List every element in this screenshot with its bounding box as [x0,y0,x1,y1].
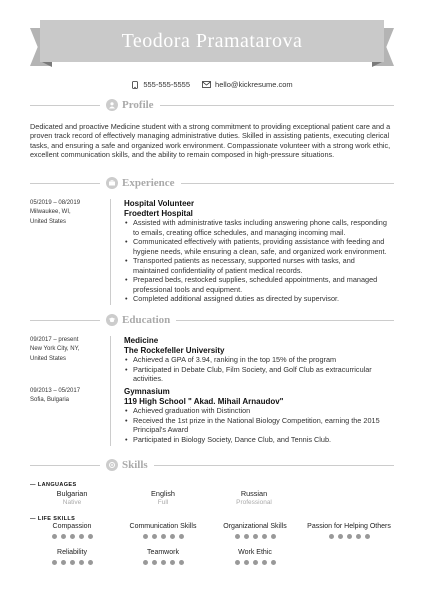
name-ribbon [30,20,394,66]
language-item [123,489,203,506]
rating-dot [152,560,157,565]
entry-dates: 09/2017 – present [30,337,79,343]
skill-name: Work Ethic [238,549,272,556]
entry-dates: 05/2019 – 08/2019 [30,200,81,206]
section-title-profile: Profile [122,99,154,111]
list-item: • Assisted with administrative tasks including answering phone calls, responding to emails, creating office schedules, and managing incoming mail. [124,218,392,237]
rating-dot [152,534,157,539]
section-title-skills: Skills [122,459,148,471]
languages-label: — LANGUAGES [30,482,77,488]
language-level: Full [157,499,169,506]
language-name: Bulgarian [56,489,88,498]
skill-name: Reliability [57,549,87,556]
education-section-header [30,313,394,327]
list-item: • Achieved graduation with Distinction [124,406,392,415]
entry-country: United States [30,218,67,225]
entry-organization: Froedtert Hospital [124,208,193,218]
language-name: English [151,489,175,498]
skill-item [210,549,300,565]
skill-item [27,523,117,539]
rating-dot [356,534,361,539]
rating-dot [161,560,166,565]
profile-summary: Dedicated and proactive Medicine student with a strong commitment to providing exceptional patient care and a proven track record of effectively managing administrative duties. Skilled in assisting patients, executing clerical tasks, and ensuring a safe and organized work environment. Compassionate volunteer with a strong work ethic, excellent communication skills, and the ability to remain composed in high-pressure situations. [30,122,391,160]
entry-title: Hospital Volunteer [124,199,195,208]
rating-dot [244,534,249,539]
entry-organization: 119 High School " Akad. Mihail Arnaudov" [124,396,284,406]
rating-dot [253,534,258,539]
entry-country: United States [30,355,67,362]
rating-dot [79,560,84,565]
entry-organization: The Rockefeller University [124,345,225,355]
skill-rating [118,560,208,565]
life-skills-label: — LIFE SKILLS [30,516,76,522]
rating-dot [61,560,66,565]
envelope-icon [202,81,211,88]
language-item [214,489,294,506]
rating-dot [88,560,93,565]
list-item: • Prepared beds, restocked supplies, scheduled appointments, and managed professional tools and equipment. [124,275,392,294]
skill-rating [210,534,300,539]
entry-meta [30,199,110,227]
rating-dot [338,534,343,539]
list-item: • Communicated effectively with patients, providing assistance with feeding and hygiene needs, while ensuring a clean, safe, and organized work environment. [124,237,392,256]
rating-dot [329,534,334,539]
list-item: • Received the 1st prize in the National Biology Competition, earning the 2015 Principal's Award [124,416,392,435]
language-level: Native [62,499,82,506]
phone-contact[interactable] [131,80,190,89]
skills-section-header [30,458,394,472]
language-level: Professional [236,499,272,506]
list-item: • Participated in Biology Society, Dance Club, and Tennis Club. [124,435,392,444]
skill-name: Compassion [52,523,92,530]
skill-rating [27,560,117,565]
rating-dot [70,534,75,539]
skill-name: Teamwork [147,549,179,556]
section-title-education: Education [122,314,171,326]
candidate-name: Teodora Pramatarova [121,29,303,52]
phone-icon [131,81,139,89]
profile-section-header [30,98,394,112]
rating-dot [161,534,166,539]
timeline-divider [110,336,111,446]
ribbon-band [40,20,384,62]
entry-dates: 09/2013 – 05/2017 [30,388,81,394]
entry-title: Gymnasium [124,387,170,396]
rating-dot [235,534,240,539]
rating-dot [179,534,184,539]
rating-dot [244,560,249,565]
rating-dot [52,560,57,565]
rating-dot [179,560,184,565]
rating-dot [88,534,93,539]
rating-dot [143,560,148,565]
skills-icon [106,459,118,471]
rating-dot [271,560,276,565]
skill-rating [300,534,398,539]
entry-location: Sofia, Bulgaria [30,397,70,404]
rating-dot [262,560,267,565]
rating-dot [61,534,66,539]
rating-dot [253,560,258,565]
skill-item [118,523,208,539]
user-icon [106,99,118,111]
timeline-divider [110,199,111,305]
entry-location: New York City, NY, [30,346,80,353]
language-name: Russian [240,489,268,498]
rating-dot [235,560,240,565]
skill-rating [27,534,117,539]
contact-bar [0,80,424,89]
email-contact[interactable] [202,80,293,89]
rating-dot [170,534,175,539]
skill-name: Communication Skills [129,523,197,530]
skill-name: Organizational Skills [223,523,287,530]
list-item: • Transported patients as necessary, supported nurses with tasks, and maintained confidentiality of patient medical records. [124,256,392,275]
rating-dot [79,534,84,539]
graduation-cap-icon [106,314,118,326]
section-title-experience: Experience [122,177,175,189]
skill-item [27,549,117,565]
rating-dot [143,534,148,539]
skill-name: Passion for Helping Others [307,523,391,530]
phone-number: 555-555-5555 [143,80,191,89]
email-address: hello@kickresume.com [215,80,293,89]
entry-location: Milwaukee, WI, [30,209,71,216]
rating-dot [271,534,276,539]
rating-dot [52,534,57,539]
skill-rating [118,534,208,539]
rating-dot [347,534,352,539]
skill-item [210,523,300,539]
rating-dot [170,560,175,565]
entry-title: Medicine [124,336,159,345]
briefcase-icon [106,177,118,189]
language-item [32,489,112,506]
skill-rating [210,560,300,565]
rating-dot [70,560,75,565]
rating-dot [365,534,370,539]
skill-item [300,523,398,539]
rating-dot [262,534,267,539]
list-item: • Completed additional assigned duties as directed by supervisor. [124,294,392,303]
list-item: • Achieved a GPA of 3.94, ranking in the top 15% of the program [124,355,392,364]
skill-item [118,549,208,565]
experience-section-header [30,176,394,190]
list-item: • Participated in Debate Club, Film Society, and Golf Club as extracurricular activities. [124,365,392,384]
